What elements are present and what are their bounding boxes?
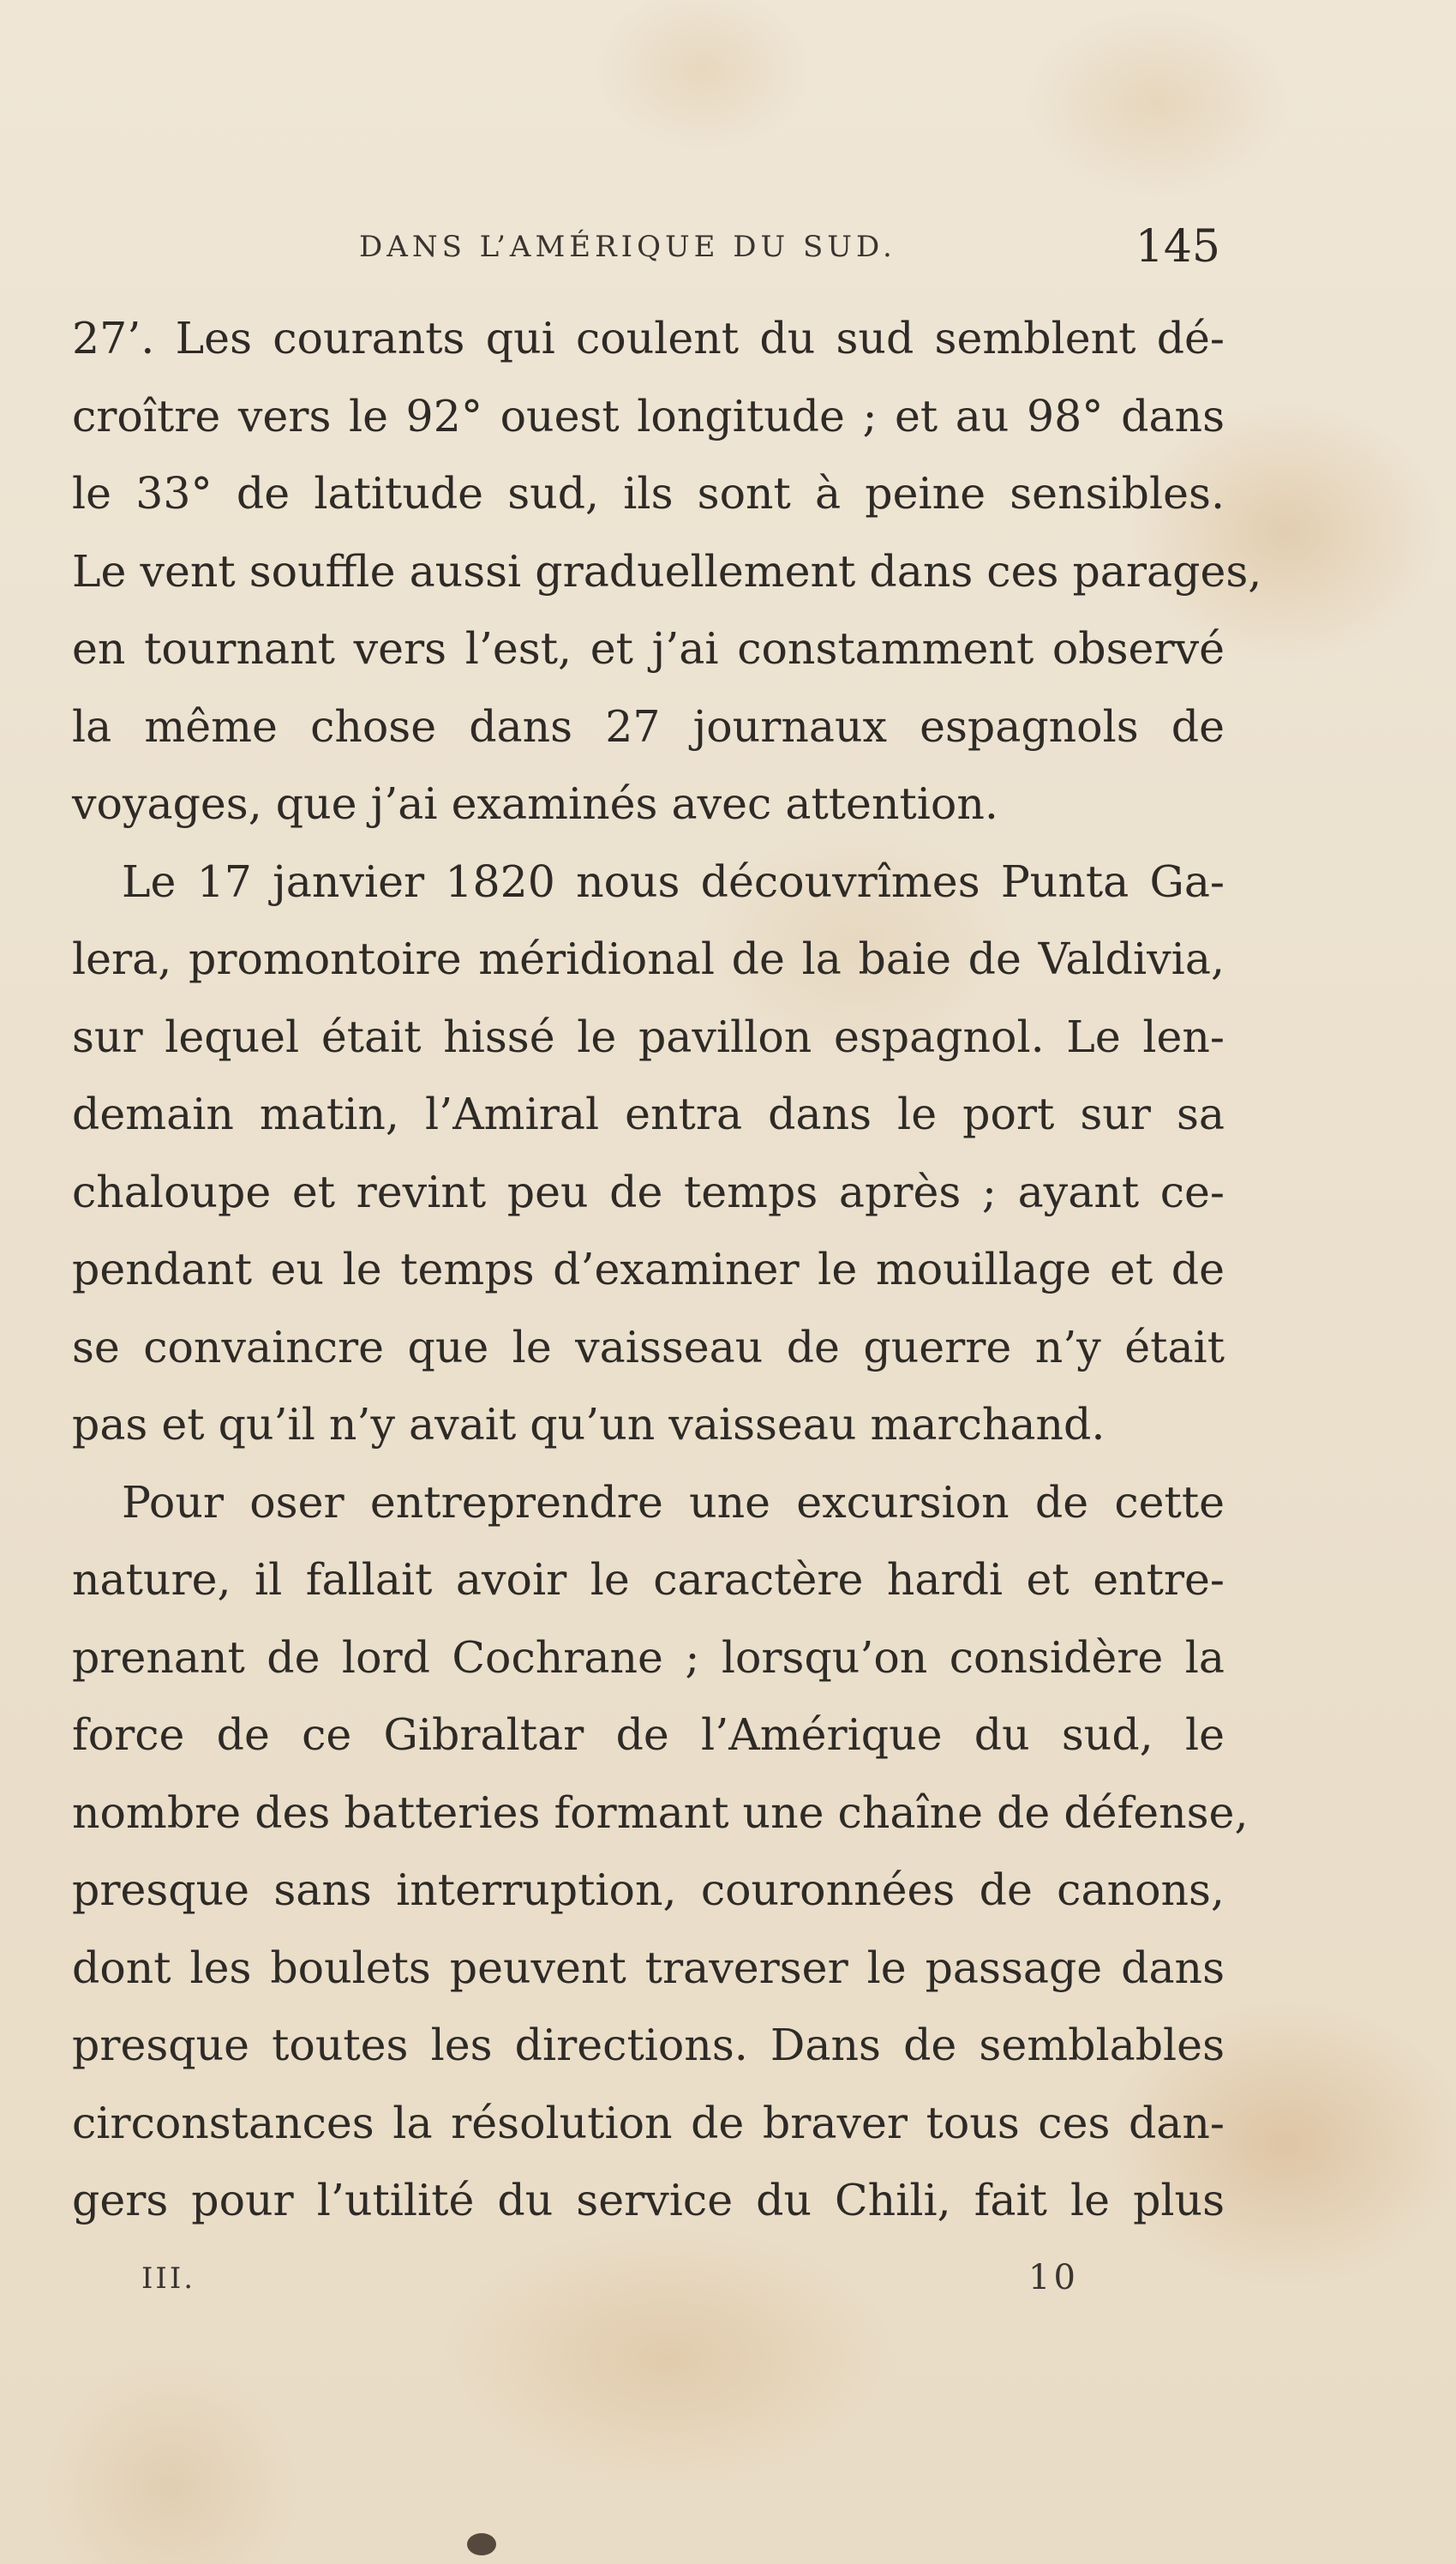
text-line: dont les boulets peuvent traverser le passage dans [72,1942,1225,1993]
text-line: demain matin, l’Amiral entra dans le port sur sa [72,1089,1225,1139]
text-line: chaloupe et revint peu de temps après ; ayant ce- [72,1166,1225,1217]
ink-blot [467,2533,496,2555]
page-header [72,221,1220,273]
text-line: prenant de lord Cochrane ; lorsqu’on considère la [72,1631,1225,1683]
page-number: 145 [1135,221,1220,273]
text-line: le 33° de latitude sud, ils sont à peine sensibles. [72,468,1225,519]
gathering-signature: 10 [1028,2258,1079,2297]
text-line: la même chose dans 27 journaux espagnols de [72,700,1225,752]
text-line: presque toutes les directions. Dans de semblables [72,2020,1225,2070]
text-line: circonstances la résolution de braver tous ces dan- [72,2097,1225,2148]
text-line: voyages, que j’ai examinés avec attention. [72,778,998,829]
text-line: lera, promontoire méridional de la baie de Valdivia, [72,934,1225,984]
text-line: sur lequel était hissé le pavillon espagnol. Le len- [72,1011,1225,1062]
text-line: 27’. Les courants qui coulent du sud semblent dé- [72,313,1225,363]
text-line: nombre des batteries formant une chaîne de défense, [72,1786,1249,1838]
text-line: force de ce Gibraltar de l’Amérique du sud, le [72,1709,1225,1760]
body-text [72,300,1262,2240]
text-line: pendant eu le temps d’examiner le mouillage et de [72,1244,1225,1294]
text-line: se convaincre que le vaisseau de guerre n’y était [72,1321,1225,1372]
text-line: Le vent souffle aussi graduellement dans ces parages, [72,545,1262,597]
running-title: DANS L’AMÉRIQUE DU SUD. [359,230,896,264]
text-line: pas et qu’il n’y avait qu’un vaisseau marchand. [72,1399,1105,1450]
text-line: gers pour l’utilité du service du Chili, fait le plus [72,2175,1225,2225]
paragraph-start: Pour oser entreprendre une excursion de cette [122,1476,1225,1528]
volume-signature: III. [141,2261,196,2296]
text-line: en tournant vers l’est, et j’ai constamment observé [72,623,1225,674]
text-line: presque sans interruption, couronnées de canons, [72,1864,1225,1915]
paragraph-start: Le 17 janvier 1820 nous découvrîmes Punta Ga- [122,856,1225,907]
text-line: nature, il fallait avoir le caractère hardi et entre- [72,1554,1225,1605]
text-line: croître vers le 92° ouest longitude ; et au 98° dans [72,390,1225,441]
page-footer [141,2255,1084,2306]
